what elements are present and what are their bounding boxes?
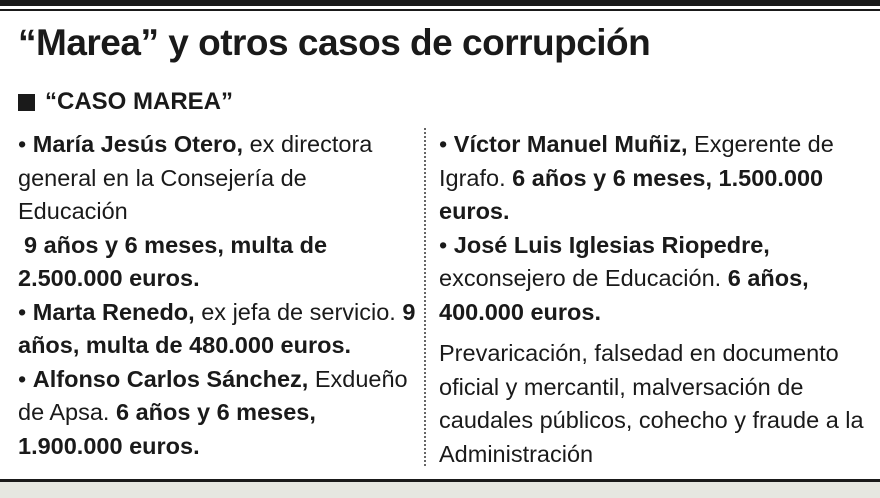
entry-role: ex jefa de servicio.	[201, 298, 396, 325]
entry-sentence: 6 años y 6 meses, 1.900.000 euros.	[18, 399, 316, 459]
bullet: •	[439, 231, 448, 258]
entry-riopedre	[439, 229, 869, 330]
entry-name: Marta Renedo,	[32, 298, 195, 325]
entry-renedo	[18, 296, 418, 363]
bottom-band	[0, 479, 880, 498]
entry-sentence: 9 años, multa de 480.000 euros.	[18, 298, 416, 358]
entry-name: Víctor Manuel Muñiz,	[453, 131, 688, 157]
bullet: •	[439, 131, 448, 157]
entry-role: ex directora general en la Consejería de Educación	[18, 131, 373, 224]
bullet: •	[18, 131, 27, 157]
bullet: •	[18, 298, 27, 325]
entry-role: Exdueño de Apsa.	[18, 365, 408, 425]
entry-name: María Jesús Otero,	[32, 131, 244, 157]
entry-role: Exgerente de Igrafo.	[439, 131, 834, 191]
page-title: “Marea” y otros casos de corrupción	[18, 22, 651, 63]
section-title: “CASO MAREA”	[45, 88, 234, 115]
entry-sentence: 9 años y 6 meses, multa de 2.500.000 euros.	[18, 231, 328, 291]
square-bullet-icon	[18, 94, 35, 111]
section-header	[18, 88, 233, 116]
left-column	[18, 128, 418, 463]
entry-muniz	[439, 128, 869, 229]
right-column	[439, 128, 869, 471]
entry-role: exconsejero de Educación.	[439, 265, 722, 291]
top-rule-thin	[0, 9, 880, 11]
entry-otero	[18, 128, 418, 296]
entry-sentence: 6 años y 6 meses, 1.500.000 euros.	[439, 164, 824, 224]
entry-name: Alfonso Carlos Sánchez,	[32, 365, 309, 392]
entry-sanchez	[18, 363, 418, 464]
entry-sentence: 6 años, 400.000 euros.	[439, 265, 809, 325]
charges-text: Prevaricación, falsedad en documento oficial y mercantil, malversación de caudales públicos, cohecho y fraude a la Administración	[439, 340, 864, 467]
top-rule	[0, 0, 880, 6]
entry-name: José Luis Iglesias Riopedre,	[453, 231, 770, 258]
bullet: •	[18, 365, 27, 392]
column-divider	[424, 128, 426, 466]
